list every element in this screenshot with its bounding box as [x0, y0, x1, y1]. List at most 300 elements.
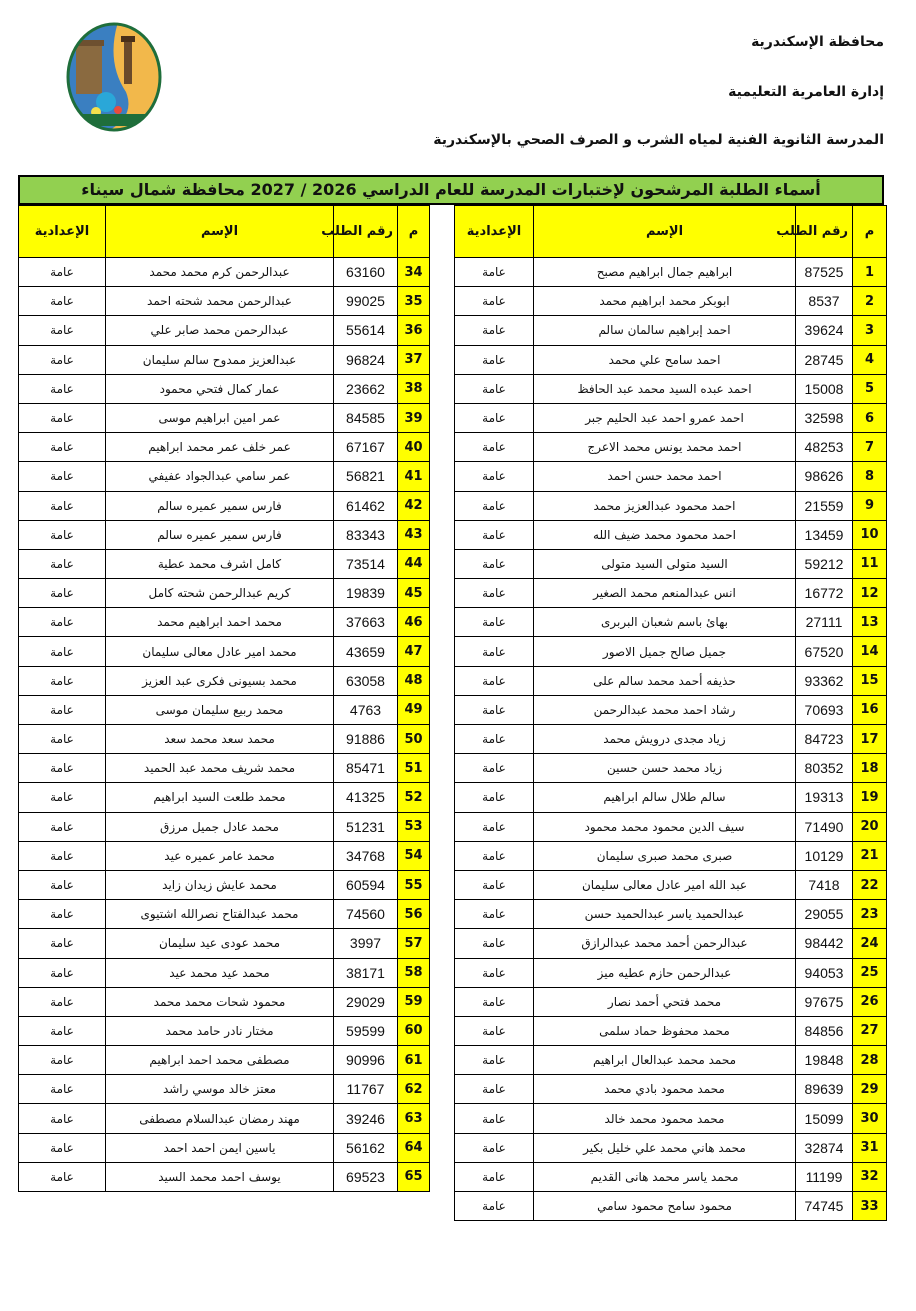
- prep-type: عامة: [455, 1104, 534, 1133]
- row-index: 8: [853, 462, 887, 491]
- row-index: 10: [853, 520, 887, 549]
- student-name: مصطفى محمد احمد ابراهيم: [106, 1046, 334, 1075]
- row-index: 31: [853, 1133, 887, 1162]
- table-row: [455, 695, 887, 724]
- request-number: 39246: [334, 1104, 398, 1133]
- prep-type: عامة: [19, 783, 106, 812]
- prep-type: عامة: [19, 491, 106, 520]
- request-number: 32598: [796, 403, 853, 432]
- prep-type: عامة: [19, 900, 106, 929]
- prep-type: عامة: [19, 1162, 106, 1191]
- student-name: محمد عايش زيدان زايد: [106, 870, 334, 899]
- request-number: 87525: [796, 258, 853, 287]
- student-name: عبدالرحمن أحمد محمد عبدالرازق: [534, 929, 796, 958]
- request-number: 10129: [796, 841, 853, 870]
- student-name: فارس سمير عميره سالم: [106, 520, 334, 549]
- row-index: 62: [398, 1075, 430, 1104]
- row-index: 65: [398, 1162, 430, 1191]
- request-number: 84856: [796, 1016, 853, 1045]
- prep-type: عامة: [455, 462, 534, 491]
- request-number: 74560: [334, 900, 398, 929]
- row-index: 33: [853, 1192, 887, 1221]
- index-header: م: [398, 206, 430, 258]
- student-name: عبدالحميد ياسر عبدالحميد حسن: [534, 900, 796, 929]
- student-name: احمد إبراهيم سالمان سالم: [534, 316, 796, 345]
- row-index: 58: [398, 958, 430, 987]
- row-index: 38: [398, 374, 430, 403]
- table-row: [19, 987, 430, 1016]
- row-index: 29: [853, 1075, 887, 1104]
- prep-type: عامة: [455, 695, 534, 724]
- row-index: 42: [398, 491, 430, 520]
- table-row: [455, 1075, 887, 1104]
- prep-type: عامة: [19, 520, 106, 549]
- table-row: [455, 345, 887, 374]
- row-index: 5: [853, 374, 887, 403]
- table-row: [19, 520, 430, 549]
- request-number: 70693: [796, 695, 853, 724]
- row-index: 61: [398, 1046, 430, 1075]
- row-index: 21: [853, 841, 887, 870]
- student-name: محمد عودى عيد سليمان: [106, 929, 334, 958]
- student-name: محمد محمد عبدالعال ابراهيم: [534, 1046, 796, 1075]
- index-header: م: [853, 206, 887, 258]
- row-index: 51: [398, 754, 430, 783]
- table-row: [455, 491, 887, 520]
- prep-type: عامة: [455, 929, 534, 958]
- table-row: [19, 1104, 430, 1133]
- row-index: 43: [398, 520, 430, 549]
- row-index: 56: [398, 900, 430, 929]
- request-number: 97675: [796, 987, 853, 1016]
- row-index: 6: [853, 403, 887, 432]
- table-row: [455, 258, 887, 287]
- table-row: [19, 549, 430, 578]
- row-index: 45: [398, 579, 430, 608]
- request-number: 61462: [334, 491, 398, 520]
- table-row: [19, 637, 430, 666]
- request-number: 19848: [796, 1046, 853, 1075]
- request-number: 27111: [796, 608, 853, 637]
- student-name: محمد بسيونى فكرى عبد العزيز: [106, 666, 334, 695]
- request-number: 63058: [334, 666, 398, 695]
- table-row: [455, 783, 887, 812]
- row-index: 41: [398, 462, 430, 491]
- school-heading: المدرسة الثانوية الفنية لمياه الشرب و الصرف الصحي بالإسكندرية: [433, 132, 884, 148]
- row-index: 25: [853, 958, 887, 987]
- students-table-right: [454, 205, 887, 1221]
- request-number: 69523: [334, 1162, 398, 1191]
- table-row: [19, 695, 430, 724]
- student-name: محمد هاني محمد علي خليل بكير: [534, 1133, 796, 1162]
- row-index: 48: [398, 666, 430, 695]
- student-name: عمار كمال فتحي محمود: [106, 374, 334, 403]
- student-name: محمد عامر عميره عيد: [106, 841, 334, 870]
- row-index: 4: [853, 345, 887, 374]
- prep-type: عامة: [455, 1162, 534, 1191]
- prep-type: عامة: [19, 725, 106, 754]
- table-row: [455, 1133, 887, 1162]
- request-number: 7418: [796, 870, 853, 899]
- student-name: محمد طلعت السيد ابراهيم: [106, 783, 334, 812]
- request-number: 60594: [334, 870, 398, 899]
- request-number: 41325: [334, 783, 398, 812]
- table-row: [455, 403, 887, 432]
- student-name: محمد محمود بادي محمد: [534, 1075, 796, 1104]
- student-name: يوسف احمد محمد السيد: [106, 1162, 334, 1191]
- student-name: رشاد احمد محمد عبدالرحمن: [534, 695, 796, 724]
- table-row: [455, 958, 887, 987]
- student-name: عبدالرحمن محمد صابر علي: [106, 316, 334, 345]
- student-name: عبدالرحمن محمد شحته احمد: [106, 287, 334, 316]
- row-index: 60: [398, 1016, 430, 1045]
- table-row: [455, 1162, 887, 1191]
- row-index: 2: [853, 287, 887, 316]
- prep-type: عامة: [19, 345, 106, 374]
- prep-type: عامة: [19, 403, 106, 432]
- row-index: 39: [398, 403, 430, 432]
- request-number: 32874: [796, 1133, 853, 1162]
- row-index: 55: [398, 870, 430, 899]
- request-number: 23662: [334, 374, 398, 403]
- row-index: 14: [853, 637, 887, 666]
- row-index: 54: [398, 841, 430, 870]
- table-row: [455, 987, 887, 1016]
- name-header: الإسم: [106, 206, 334, 258]
- request-number: 67520: [796, 637, 853, 666]
- student-name: عبد الله امير عادل معالى سليمان: [534, 870, 796, 899]
- student-name: فارس سمير عميره سالم: [106, 491, 334, 520]
- student-name: ياسين ايمن احمد احمد: [106, 1133, 334, 1162]
- student-name: محمد محفوظ حماد سلمى: [534, 1016, 796, 1045]
- prep-type: عامة: [455, 783, 534, 812]
- student-name: محمد سعد محمد سعد: [106, 725, 334, 754]
- student-name: محمد فتحي أحمد نصار: [534, 987, 796, 1016]
- row-index: 27: [853, 1016, 887, 1045]
- table-row: [19, 579, 430, 608]
- table-row: [455, 1192, 887, 1221]
- table-row: [455, 812, 887, 841]
- table-row: [19, 929, 430, 958]
- prep-type: عامة: [455, 491, 534, 520]
- prep-type: عامة: [455, 725, 534, 754]
- prep-type: عامة: [455, 870, 534, 899]
- request-number: 55614: [334, 316, 398, 345]
- prep-type: عامة: [455, 579, 534, 608]
- request-number: 8537: [796, 287, 853, 316]
- student-name: حذيفه أحمد محمد سالم على: [534, 666, 796, 695]
- prep-type: عامة: [19, 958, 106, 987]
- row-index: 22: [853, 870, 887, 899]
- table-row: [455, 725, 887, 754]
- prep-type: عامة: [19, 549, 106, 578]
- table-row: [19, 433, 430, 462]
- prep-type: عامة: [19, 287, 106, 316]
- prep-type: عامة: [455, 287, 534, 316]
- table-row: [19, 725, 430, 754]
- table-row: [455, 900, 887, 929]
- prep-type: عامة: [455, 637, 534, 666]
- table-row: [19, 1133, 430, 1162]
- table-header-row: [19, 206, 430, 258]
- prep-type: عامة: [455, 1075, 534, 1104]
- request-number: 56821: [334, 462, 398, 491]
- prep-type: عامة: [19, 316, 106, 345]
- request-number: 85471: [334, 754, 398, 783]
- prep-type: عامة: [19, 754, 106, 783]
- table-row: [19, 783, 430, 812]
- prep-type: عامة: [19, 870, 106, 899]
- row-index: 24: [853, 929, 887, 958]
- student-name: مهند رمضان عبدالسلام مصطفى: [106, 1104, 334, 1133]
- row-index: 9: [853, 491, 887, 520]
- student-name: زياد محمد حسن حسين: [534, 754, 796, 783]
- row-index: 23: [853, 900, 887, 929]
- prep-type: عامة: [455, 520, 534, 549]
- student-name: احمد عمرو احمد عبد الحليم جبر: [534, 403, 796, 432]
- request-number: 59599: [334, 1016, 398, 1045]
- student-name: عبدالرحمن حازم عطيه ميز: [534, 958, 796, 987]
- table-header-row: [455, 206, 887, 258]
- request-number: 48253: [796, 433, 853, 462]
- students-table-left: [18, 205, 430, 1192]
- table-row: [455, 608, 887, 637]
- request-number: 94053: [796, 958, 853, 987]
- student-name: انس عبدالمنعم محمد الصغير: [534, 579, 796, 608]
- prep-type: عامة: [455, 812, 534, 841]
- prep-type: عامة: [455, 1046, 534, 1075]
- row-index: 35: [398, 287, 430, 316]
- row-index: 30: [853, 1104, 887, 1133]
- prep-type: عامة: [19, 374, 106, 403]
- table-row: [19, 1162, 430, 1191]
- prep-type: عامة: [19, 1075, 106, 1104]
- request-number: 15008: [796, 374, 853, 403]
- student-name: سالم طلال سالم ابراهيم: [534, 783, 796, 812]
- table-row: [19, 258, 430, 287]
- row-index: 12: [853, 579, 887, 608]
- prep-type: عامة: [19, 695, 106, 724]
- prep-type: عامة: [19, 433, 106, 462]
- student-name: جميل صالح جميل الاصور: [534, 637, 796, 666]
- prep-type: عامة: [455, 433, 534, 462]
- row-index: 53: [398, 812, 430, 841]
- prep-type: عامة: [455, 900, 534, 929]
- request-number: 34768: [334, 841, 398, 870]
- student-name: محمد شريف محمد عبد الحميد: [106, 754, 334, 783]
- table-row: [455, 754, 887, 783]
- row-index: 3: [853, 316, 887, 345]
- request-number: 89639: [796, 1075, 853, 1104]
- row-index: 64: [398, 1133, 430, 1162]
- row-index: 1: [853, 258, 887, 287]
- prep-type: عامة: [455, 258, 534, 287]
- prep-type: عامة: [19, 462, 106, 491]
- request-number: 43659: [334, 637, 398, 666]
- prep-type: عامة: [455, 608, 534, 637]
- request-number: 98626: [796, 462, 853, 491]
- student-name: احمد سامح علي محمد: [534, 345, 796, 374]
- request-number: 3997: [334, 929, 398, 958]
- governorate-heading: محافظة الإسكندرية: [751, 34, 884, 50]
- table-row: [455, 579, 887, 608]
- prep-type: عامة: [455, 754, 534, 783]
- prep-type: عامة: [455, 666, 534, 695]
- student-name: محمد ياسر محمد هانى القديم: [534, 1162, 796, 1191]
- row-index: 26: [853, 987, 887, 1016]
- row-index: 40: [398, 433, 430, 462]
- row-index: 57: [398, 929, 430, 958]
- prep-type: عامة: [19, 666, 106, 695]
- prep-type: عامة: [455, 1133, 534, 1162]
- table-row: [19, 1046, 430, 1075]
- prep-type: عامة: [455, 958, 534, 987]
- student-name: احمد محمود محمد ضيف الله: [534, 520, 796, 549]
- table-row: [455, 287, 887, 316]
- table-row: [19, 900, 430, 929]
- student-name: محمد احمد ابراهيم محمد: [106, 608, 334, 637]
- table-row: [19, 754, 430, 783]
- table-row: [19, 345, 430, 374]
- row-index: 19: [853, 783, 887, 812]
- table-row: [455, 520, 887, 549]
- table-row: [455, 462, 887, 491]
- student-name: كامل اشرف محمد عطية: [106, 549, 334, 578]
- table-row: [19, 462, 430, 491]
- request-number: 84585: [334, 403, 398, 432]
- request-number: 37663: [334, 608, 398, 637]
- request-number: 11767: [334, 1075, 398, 1104]
- request-number: 99025: [334, 287, 398, 316]
- table-row: [455, 1104, 887, 1133]
- student-name: عمر خلف عمر محمد ابراهيم: [106, 433, 334, 462]
- table-row: [19, 812, 430, 841]
- request-number: 29029: [334, 987, 398, 1016]
- student-name: محمد محمود محمد خالد: [534, 1104, 796, 1133]
- prep-type: عامة: [455, 403, 534, 432]
- table-row: [455, 666, 887, 695]
- table-row: [455, 870, 887, 899]
- request-number: 21559: [796, 491, 853, 520]
- table-row: [455, 841, 887, 870]
- student-name: احمد عبده السيد محمد عبد الحافظ: [534, 374, 796, 403]
- row-index: 7: [853, 433, 887, 462]
- request-number: 39624: [796, 316, 853, 345]
- prep-type: عامة: [19, 1046, 106, 1075]
- row-index: 52: [398, 783, 430, 812]
- row-index: 63: [398, 1104, 430, 1133]
- table-row: [19, 316, 430, 345]
- student-name: محمد ربيع سليمان موسى: [106, 695, 334, 724]
- request-number: 84723: [796, 725, 853, 754]
- request-number: 19313: [796, 783, 853, 812]
- prep-type: عامة: [19, 258, 106, 287]
- request-number: 74745: [796, 1192, 853, 1221]
- row-index: 11: [853, 549, 887, 578]
- prep-type: عامة: [455, 549, 534, 578]
- student-name: ابراهيم جمال ابراهيم مصبح: [534, 258, 796, 287]
- table-row: [455, 433, 887, 462]
- request-number: 16772: [796, 579, 853, 608]
- student-name: احمد محمد حسن احمد: [534, 462, 796, 491]
- request-number: 13459: [796, 520, 853, 549]
- request-number: 93362: [796, 666, 853, 695]
- prep-type: عامة: [19, 1016, 106, 1045]
- student-name: عمر امين ابراهيم موسى: [106, 403, 334, 432]
- prep-type: عامة: [19, 608, 106, 637]
- student-name: زياد مجدى درويش محمد: [534, 725, 796, 754]
- row-index: 17: [853, 725, 887, 754]
- prep-type: عامة: [455, 1192, 534, 1221]
- prep-type: عامة: [455, 841, 534, 870]
- student-name: ابوبكر محمد ابراهيم محمد: [534, 287, 796, 316]
- prep-type: عامة: [19, 579, 106, 608]
- request-number: 29055: [796, 900, 853, 929]
- student-name: كريم عبدالرحمن شحته كامل: [106, 579, 334, 608]
- row-index: 34: [398, 258, 430, 287]
- table-row: [455, 637, 887, 666]
- request-number: 11199: [796, 1162, 853, 1191]
- request-number: 91886: [334, 725, 398, 754]
- table-row: [19, 1075, 430, 1104]
- request-number: 51231: [334, 812, 398, 841]
- request-number: 96824: [334, 345, 398, 374]
- request-number: 83343: [334, 520, 398, 549]
- row-index: 28: [853, 1046, 887, 1075]
- prep-type: عامة: [19, 812, 106, 841]
- row-index: 49: [398, 695, 430, 724]
- row-index: 59: [398, 987, 430, 1016]
- row-index: 44: [398, 549, 430, 578]
- student-name: محمد عادل جميل مرزق: [106, 812, 334, 841]
- row-index: 20: [853, 812, 887, 841]
- request-number: 59212: [796, 549, 853, 578]
- student-name: محمد عيد محمد عيد: [106, 958, 334, 987]
- table-row: [19, 666, 430, 695]
- prep-type: عامة: [19, 637, 106, 666]
- student-name: احمد محمد يونس محمد الاعرج: [534, 433, 796, 462]
- request-number: 90996: [334, 1046, 398, 1075]
- student-name: محمود شحات محمد محمد: [106, 987, 334, 1016]
- row-index: 37: [398, 345, 430, 374]
- table-row: [19, 958, 430, 987]
- request-number: 19839: [334, 579, 398, 608]
- row-index: 18: [853, 754, 887, 783]
- name-header: الإسم: [534, 206, 796, 258]
- table-row: [19, 403, 430, 432]
- student-name: السيد متولى السيد متولى: [534, 549, 796, 578]
- table-row: [455, 1016, 887, 1045]
- request-number: 38171: [334, 958, 398, 987]
- table-row: [455, 929, 887, 958]
- student-name: صبرى محمد صبرى سليمان: [534, 841, 796, 870]
- request-number: 4763: [334, 695, 398, 724]
- student-name: محمود سامح محمود سامي: [534, 1192, 796, 1221]
- student-name: عبدالعزيز ممدوح سالم سليمان: [106, 345, 334, 374]
- row-index: 13: [853, 608, 887, 637]
- prep-type: عامة: [455, 345, 534, 374]
- row-index: 50: [398, 725, 430, 754]
- row-index: 16: [853, 695, 887, 724]
- row-index: 46: [398, 608, 430, 637]
- student-name: بهائ باسم شعبان البربرى: [534, 608, 796, 637]
- row-index: 36: [398, 316, 430, 345]
- table-row: [455, 549, 887, 578]
- table-row: [455, 374, 887, 403]
- request-number: 63160: [334, 258, 398, 287]
- table-row: [19, 287, 430, 316]
- student-name: عمر سامي عبدالجواد عفيفي: [106, 462, 334, 491]
